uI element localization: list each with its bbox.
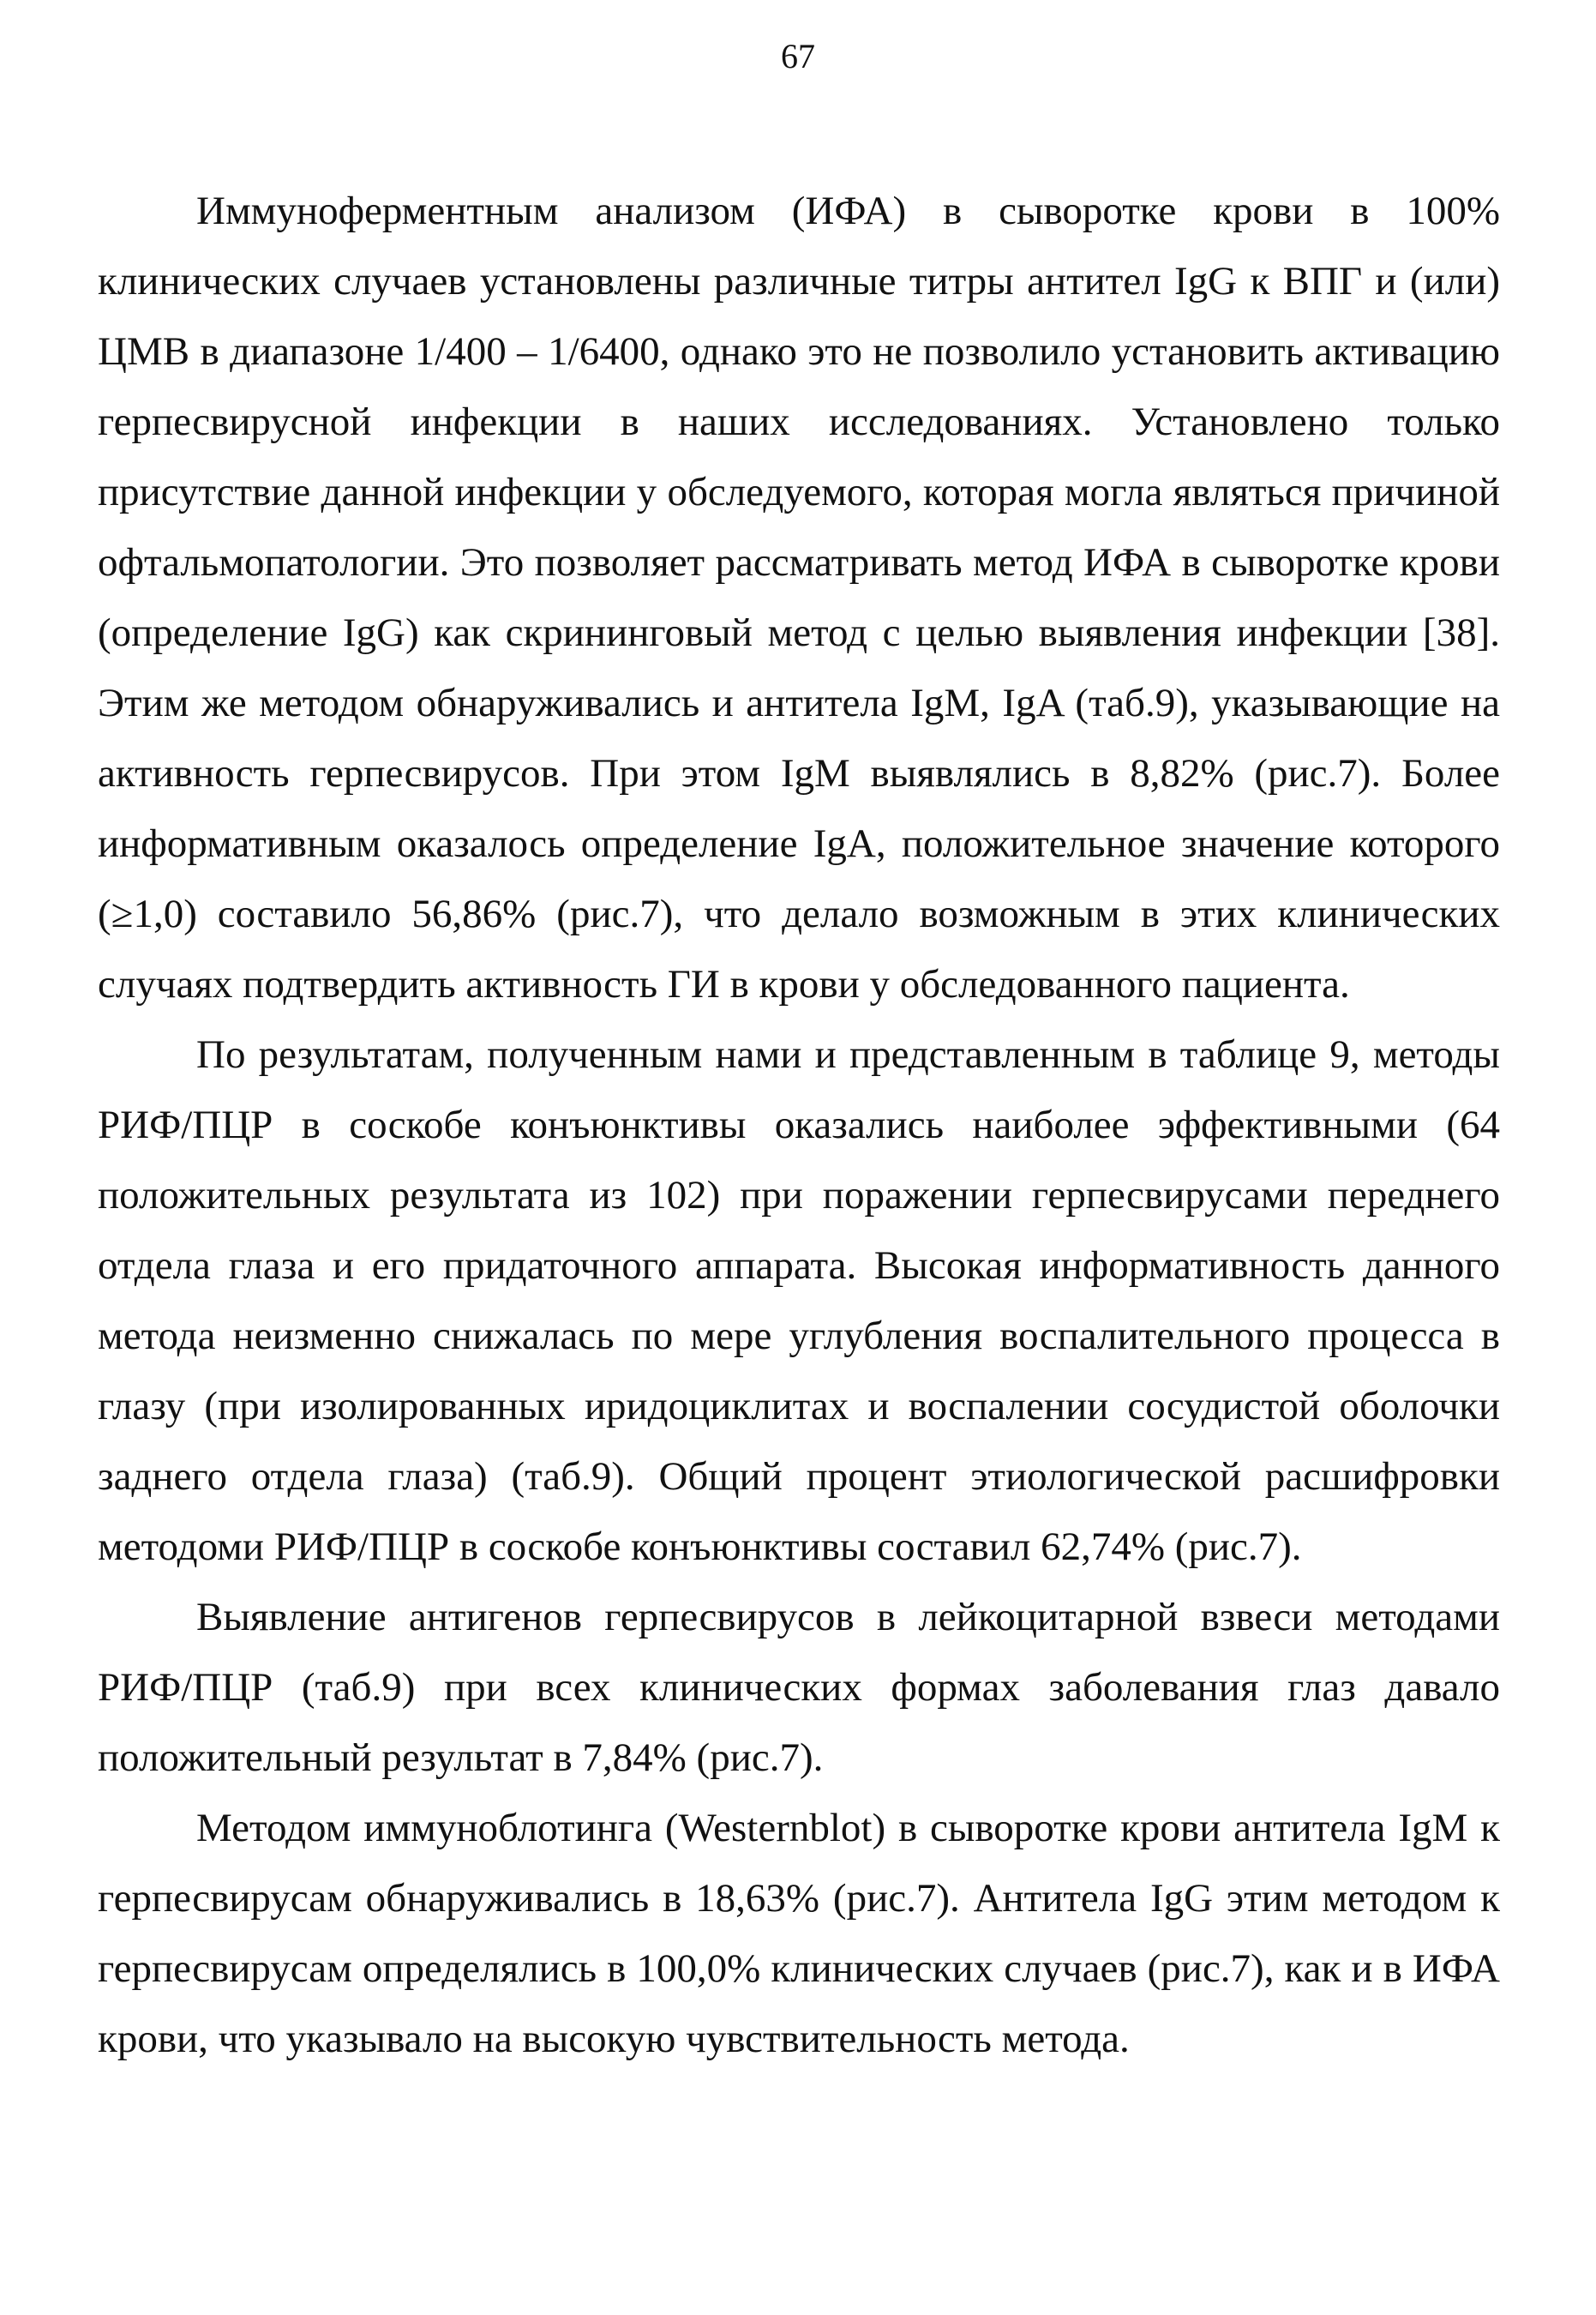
page-number: 67 — [781, 37, 815, 75]
body-text — [98, 176, 1500, 2074]
paragraph-immunoblotting: Методом иммуноблотинга (Westernblot) в сыворотке крови антитела IgM к герпесвирусам обнаруживались в 18,63% (рис.7). Антитела IgG этим методом к герпесвирусам определялись в 100,0% клинических случаев (рис.7), как и в ИФА крови, что указывало на высокую чувствительность метода. — [98, 1806, 1500, 2061]
paragraph-ifa-results: Иммуноферментным анализом (ИФА) в сыворотке крови в 100% клинических случаев установлены различные титры антител IgG к ВПГ и (или) ЦМВ в диапазоне 1/400 – 1/6400, однако это не позволило установить активацию герпесвирусной инфекции в наших исследованиях. Установлено только присутствие данной инфекции у обследуемого, которая могла являться причиной офтальмопатологии. Это позволяет рассматривать метод ИФА в сыворотке крови (определение IgG) как скрининговый метод с целью выявления инфекции [38]. Этим же методом обнаруживались и антитела IgM, IgA (таб.9), указывающие на активность герпесвирусов. При этом IgM выявлялись в 8,82% (рис.7). Более информативным оказалось определение IgA, положительное значение которого (≥1,0) составило 56,86% (рис.7), что делало возможным в этих клинических случаях подтвердить активность ГИ в крови у обследованного пациента. — [98, 189, 1500, 1007]
paragraph-leukocyte-suspension: Выявление антигенов герпесвирусов в лейкоцитарной взвеси методами РИФ/ПЦР (таб.9) при всех клинических формах заболевания глаз давало положительный результат в 7,84% (рис.7). — [98, 1595, 1500, 1780]
paragraph-rif-pcr-conjunctiva: По результатам, полученным нами и представленным в таблице 9, методы РИФ/ПЦР в соскобе конъюнктивы оказались наиболее эффективными (64 положительных результата из 102) при поражении герпесвирусами переднего отдела глаза и его придаточного аппарата. Высокая информативность данного метода неизменно снижалась по мере углубления воспалительного процесса в глазу (при изолированных иридоциклитах и воспалении сосудистой оболочки заднего отдела глаза) (таб.9). Общий процент этиологической расшифровки методоми РИФ/ПЦР в соскобе конъюнктивы составил 62,74% (рис.7). — [98, 1032, 1500, 1569]
